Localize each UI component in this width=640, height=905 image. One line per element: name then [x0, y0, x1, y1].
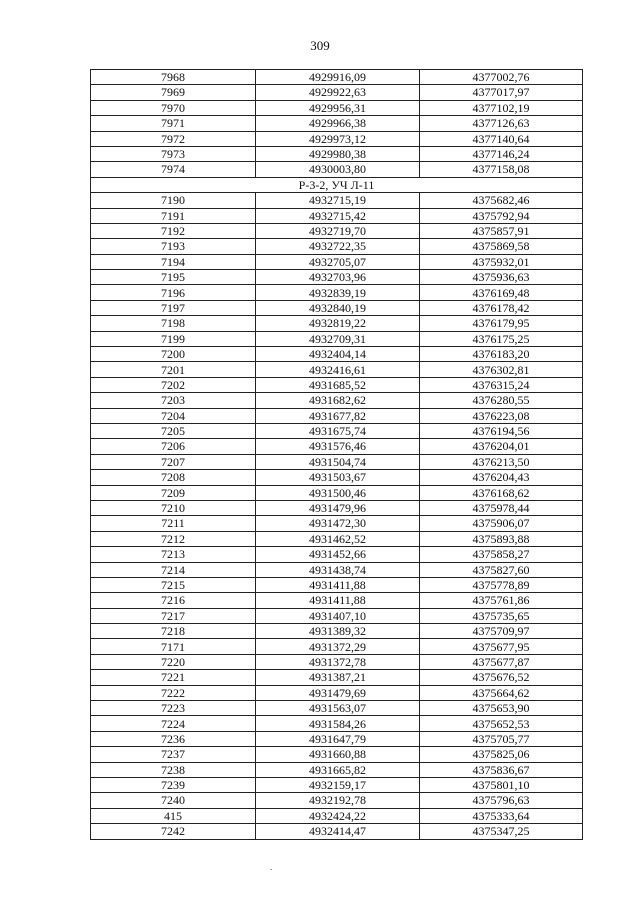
x-coordinate-cell: 4932722,35 — [256, 239, 420, 254]
point-number-cell: 7201 — [91, 362, 256, 377]
table-row — [91, 608, 583, 623]
x-coordinate-cell: 4929916,09 — [256, 70, 420, 85]
x-coordinate-cell: 4931500,46 — [256, 485, 420, 500]
point-number-cell: 7192 — [91, 223, 256, 238]
table-row — [91, 624, 583, 639]
x-coordinate-cell: 4929922,63 — [256, 85, 420, 100]
y-coordinate-cell: 4377140,64 — [420, 131, 583, 146]
y-coordinate-cell: 4375906,07 — [420, 516, 583, 531]
y-coordinate-cell: 4375676,52 — [420, 670, 583, 685]
table-row — [91, 223, 583, 238]
point-number-cell: 7196 — [91, 285, 256, 300]
y-coordinate-cell: 4375652,53 — [420, 716, 583, 731]
point-number-cell: 7203 — [91, 393, 256, 408]
y-coordinate-cell: 4375677,95 — [420, 639, 583, 654]
point-number-cell: 7207 — [91, 454, 256, 469]
y-coordinate-cell: 4375932,01 — [420, 254, 583, 269]
table-row — [91, 824, 583, 839]
point-number-cell: 415 — [91, 808, 256, 823]
x-coordinate-cell: 4931576,46 — [256, 439, 420, 454]
y-coordinate-cell: 4376168,62 — [420, 485, 583, 500]
point-number-cell: 7218 — [91, 624, 256, 639]
x-coordinate-cell: 4931675,74 — [256, 423, 420, 438]
point-number-cell: 7194 — [91, 254, 256, 269]
point-number-cell: 7242 — [91, 824, 256, 839]
point-number-cell: 7211 — [91, 516, 256, 531]
y-coordinate-cell: 4375333,64 — [420, 808, 583, 823]
point-number-cell: 7213 — [91, 547, 256, 562]
table-row — [91, 208, 583, 223]
x-coordinate-cell: 4929980,38 — [256, 146, 420, 161]
point-number-cell: 7237 — [91, 747, 256, 762]
point-number-cell: 7217 — [91, 608, 256, 623]
table-row — [91, 716, 583, 731]
table-row — [91, 547, 583, 562]
y-coordinate-cell: 4376194,56 — [420, 423, 583, 438]
y-coordinate-cell: 4375653,90 — [420, 701, 583, 716]
table-row — [91, 439, 583, 454]
table-row — [91, 316, 583, 331]
table-row — [91, 500, 583, 515]
y-coordinate-cell: 4375682,46 — [420, 193, 583, 208]
y-coordinate-cell: 4375735,65 — [420, 608, 583, 623]
table-row — [91, 777, 583, 792]
y-coordinate-cell: 4375893,88 — [420, 531, 583, 546]
y-coordinate-cell: 4376169,48 — [420, 285, 583, 300]
y-coordinate-cell: 4376223,08 — [420, 408, 583, 423]
table-row — [91, 562, 583, 577]
y-coordinate-cell: 4375858,27 — [420, 547, 583, 562]
table-row — [91, 100, 583, 115]
x-coordinate-cell: 4932715,42 — [256, 208, 420, 223]
table-row — [91, 393, 583, 408]
x-coordinate-cell: 4931647,79 — [256, 731, 420, 746]
x-coordinate-cell: 4932404,14 — [256, 347, 420, 362]
y-coordinate-cell: 4375801,10 — [420, 777, 583, 792]
table-row — [91, 731, 583, 746]
section-header-row — [91, 177, 583, 192]
table-row — [91, 747, 583, 762]
table-row — [91, 470, 583, 485]
y-coordinate-cell: 4376204,01 — [420, 439, 583, 454]
table-row — [91, 270, 583, 285]
point-number-cell: 7191 — [91, 208, 256, 223]
table-row — [91, 85, 583, 100]
x-coordinate-cell: 4931438,74 — [256, 562, 420, 577]
x-coordinate-cell: 4931462,52 — [256, 531, 420, 546]
y-coordinate-cell: 4375664,62 — [420, 685, 583, 700]
x-coordinate-cell: 4931677,82 — [256, 408, 420, 423]
x-coordinate-cell: 4932705,07 — [256, 254, 420, 269]
table-row — [91, 808, 583, 823]
table-section-header-body — [91, 177, 583, 192]
point-number-cell: 7210 — [91, 500, 256, 515]
point-number-cell: 7209 — [91, 485, 256, 500]
y-coordinate-cell: 4375796,63 — [420, 793, 583, 808]
table-row — [91, 685, 583, 700]
table-row — [91, 70, 583, 85]
x-coordinate-cell: 4931479,69 — [256, 685, 420, 700]
point-number-cell: 7969 — [91, 85, 256, 100]
x-coordinate-cell: 4931387,21 — [256, 670, 420, 685]
y-coordinate-cell: 4376302,81 — [420, 362, 583, 377]
table-row — [91, 254, 583, 269]
point-number-cell: 7221 — [91, 670, 256, 685]
table-row — [91, 762, 583, 777]
coordinates-table — [90, 69, 583, 840]
x-coordinate-cell: 4931407,10 — [256, 608, 420, 623]
point-number-cell: 7212 — [91, 531, 256, 546]
table-row — [91, 701, 583, 716]
table-row — [91, 285, 583, 300]
table-row — [91, 485, 583, 500]
point-number-cell: 7240 — [91, 793, 256, 808]
table-row — [91, 362, 583, 377]
point-number-cell: 7239 — [91, 777, 256, 792]
y-coordinate-cell: 4377102,19 — [420, 100, 583, 115]
page-number: 309 — [310, 38, 330, 53]
table-row — [91, 454, 583, 469]
point-number-cell: 7171 — [91, 639, 256, 654]
x-coordinate-cell: 4931563,07 — [256, 701, 420, 716]
table-row — [91, 793, 583, 808]
table-row — [91, 131, 583, 146]
point-number-cell: 7236 — [91, 731, 256, 746]
table-row — [91, 577, 583, 592]
x-coordinate-cell: 4932703,96 — [256, 270, 420, 285]
table-row — [91, 408, 583, 423]
y-coordinate-cell: 4375827,60 — [420, 562, 583, 577]
point-number-cell: 7200 — [91, 347, 256, 362]
x-coordinate-cell: 4931479,96 — [256, 500, 420, 515]
y-coordinate-cell: 4375347,25 — [420, 824, 583, 839]
y-coordinate-cell: 4377158,08 — [420, 162, 583, 177]
x-coordinate-cell: 4931389,32 — [256, 624, 420, 639]
x-coordinate-cell: 4932839,19 — [256, 285, 420, 300]
x-coordinate-cell: 4931372,78 — [256, 654, 420, 669]
x-coordinate-cell: 4931685,52 — [256, 377, 420, 392]
x-coordinate-cell: 4932159,17 — [256, 777, 420, 792]
table-row — [91, 639, 583, 654]
point-number-cell: 7208 — [91, 470, 256, 485]
y-coordinate-cell: 4377126,63 — [420, 116, 583, 131]
table-body-after — [91, 193, 583, 839]
point-number-cell: 7198 — [91, 316, 256, 331]
point-number-cell: 7974 — [91, 162, 256, 177]
y-coordinate-cell: 4376204,43 — [420, 470, 583, 485]
point-number-cell: 7224 — [91, 716, 256, 731]
footer-mark: . — [270, 862, 273, 872]
table-row — [91, 593, 583, 608]
point-number-cell: 7223 — [91, 701, 256, 716]
point-number-cell: 7970 — [91, 100, 256, 115]
y-coordinate-cell: 4376280,55 — [420, 393, 583, 408]
table-row — [91, 300, 583, 315]
x-coordinate-cell: 4931411,88 — [256, 577, 420, 592]
y-coordinate-cell: 4375825,06 — [420, 747, 583, 762]
point-number-cell: 7972 — [91, 131, 256, 146]
y-coordinate-cell: 4375778,89 — [420, 577, 583, 592]
y-coordinate-cell: 4377146,24 — [420, 146, 583, 161]
point-number-cell: 7195 — [91, 270, 256, 285]
y-coordinate-cell: 4375677,87 — [420, 654, 583, 669]
x-coordinate-cell: 4931411,88 — [256, 593, 420, 608]
y-coordinate-cell: 4376175,25 — [420, 331, 583, 346]
table-row — [91, 162, 583, 177]
x-coordinate-cell: 4932414,47 — [256, 824, 420, 839]
x-coordinate-cell: 4931660,88 — [256, 747, 420, 762]
table-row — [91, 146, 583, 161]
y-coordinate-cell: 4376213,50 — [420, 454, 583, 469]
y-coordinate-cell: 4375857,91 — [420, 223, 583, 238]
table-row — [91, 423, 583, 438]
table-row — [91, 116, 583, 131]
y-coordinate-cell: 4375761,86 — [420, 593, 583, 608]
point-number-cell: 7215 — [91, 577, 256, 592]
point-number-cell: 7238 — [91, 762, 256, 777]
y-coordinate-cell: 4375936,63 — [420, 270, 583, 285]
y-coordinate-cell: 4376183,20 — [420, 347, 583, 362]
x-coordinate-cell: 4932416,61 — [256, 362, 420, 377]
point-number-cell: 7190 — [91, 193, 256, 208]
x-coordinate-cell: 4929956,31 — [256, 100, 420, 115]
x-coordinate-cell: 4931503,67 — [256, 470, 420, 485]
table-row — [91, 377, 583, 392]
table-row — [91, 516, 583, 531]
x-coordinate-cell: 4929973,12 — [256, 131, 420, 146]
y-coordinate-cell: 4375705,77 — [420, 731, 583, 746]
y-coordinate-cell: 4375978,44 — [420, 500, 583, 515]
y-coordinate-cell: 4376179,95 — [420, 316, 583, 331]
point-number-cell: 7968 — [91, 70, 256, 85]
x-coordinate-cell: 4932192,78 — [256, 793, 420, 808]
point-number-cell: 7205 — [91, 423, 256, 438]
x-coordinate-cell: 4932715,19 — [256, 193, 420, 208]
y-coordinate-cell: 4375792,94 — [420, 208, 583, 223]
x-coordinate-cell: 4931452,66 — [256, 547, 420, 562]
x-coordinate-cell: 4931682,62 — [256, 393, 420, 408]
table-row — [91, 654, 583, 669]
table-row — [91, 531, 583, 546]
point-number-cell: 7204 — [91, 408, 256, 423]
x-coordinate-cell: 4931472,30 — [256, 516, 420, 531]
x-coordinate-cell: 4931665,82 — [256, 762, 420, 777]
table-row — [91, 670, 583, 685]
y-coordinate-cell: 4376315,24 — [420, 377, 583, 392]
y-coordinate-cell: 4375869,58 — [420, 239, 583, 254]
x-coordinate-cell: 4929966,38 — [256, 116, 420, 131]
y-coordinate-cell: 4375709,97 — [420, 624, 583, 639]
y-coordinate-cell: 4377017,97 — [420, 85, 583, 100]
x-coordinate-cell: 4930003,80 — [256, 162, 420, 177]
x-coordinate-cell: 4932709,31 — [256, 331, 420, 346]
point-number-cell: 7202 — [91, 377, 256, 392]
x-coordinate-cell: 4932424,22 — [256, 808, 420, 823]
x-coordinate-cell: 4931372,29 — [256, 639, 420, 654]
point-number-cell: 7971 — [91, 116, 256, 131]
table-row — [91, 239, 583, 254]
y-coordinate-cell: 4376178,42 — [420, 300, 583, 315]
table-body-before — [91, 70, 583, 178]
x-coordinate-cell: 4932840,19 — [256, 300, 420, 315]
point-number-cell: 7206 — [91, 439, 256, 454]
x-coordinate-cell: 4931504,74 — [256, 454, 420, 469]
table-row — [91, 347, 583, 362]
point-number-cell: 7193 — [91, 239, 256, 254]
point-number-cell: 7214 — [91, 562, 256, 577]
y-coordinate-cell: 4377002,76 — [420, 70, 583, 85]
point-number-cell: 7197 — [91, 300, 256, 315]
point-number-cell: 7199 — [91, 331, 256, 346]
point-number-cell: 7222 — [91, 685, 256, 700]
point-number-cell: 7216 — [91, 593, 256, 608]
x-coordinate-cell: 4932719,70 — [256, 223, 420, 238]
section-header: Р-3-2, УЧ Л-11 — [91, 177, 583, 192]
table-row — [91, 193, 583, 208]
point-number-cell: 7220 — [91, 654, 256, 669]
x-coordinate-cell: 4931584,26 — [256, 716, 420, 731]
point-number-cell: 7973 — [91, 146, 256, 161]
y-coordinate-cell: 4375836,67 — [420, 762, 583, 777]
x-coordinate-cell: 4932819,22 — [256, 316, 420, 331]
table-row — [91, 331, 583, 346]
